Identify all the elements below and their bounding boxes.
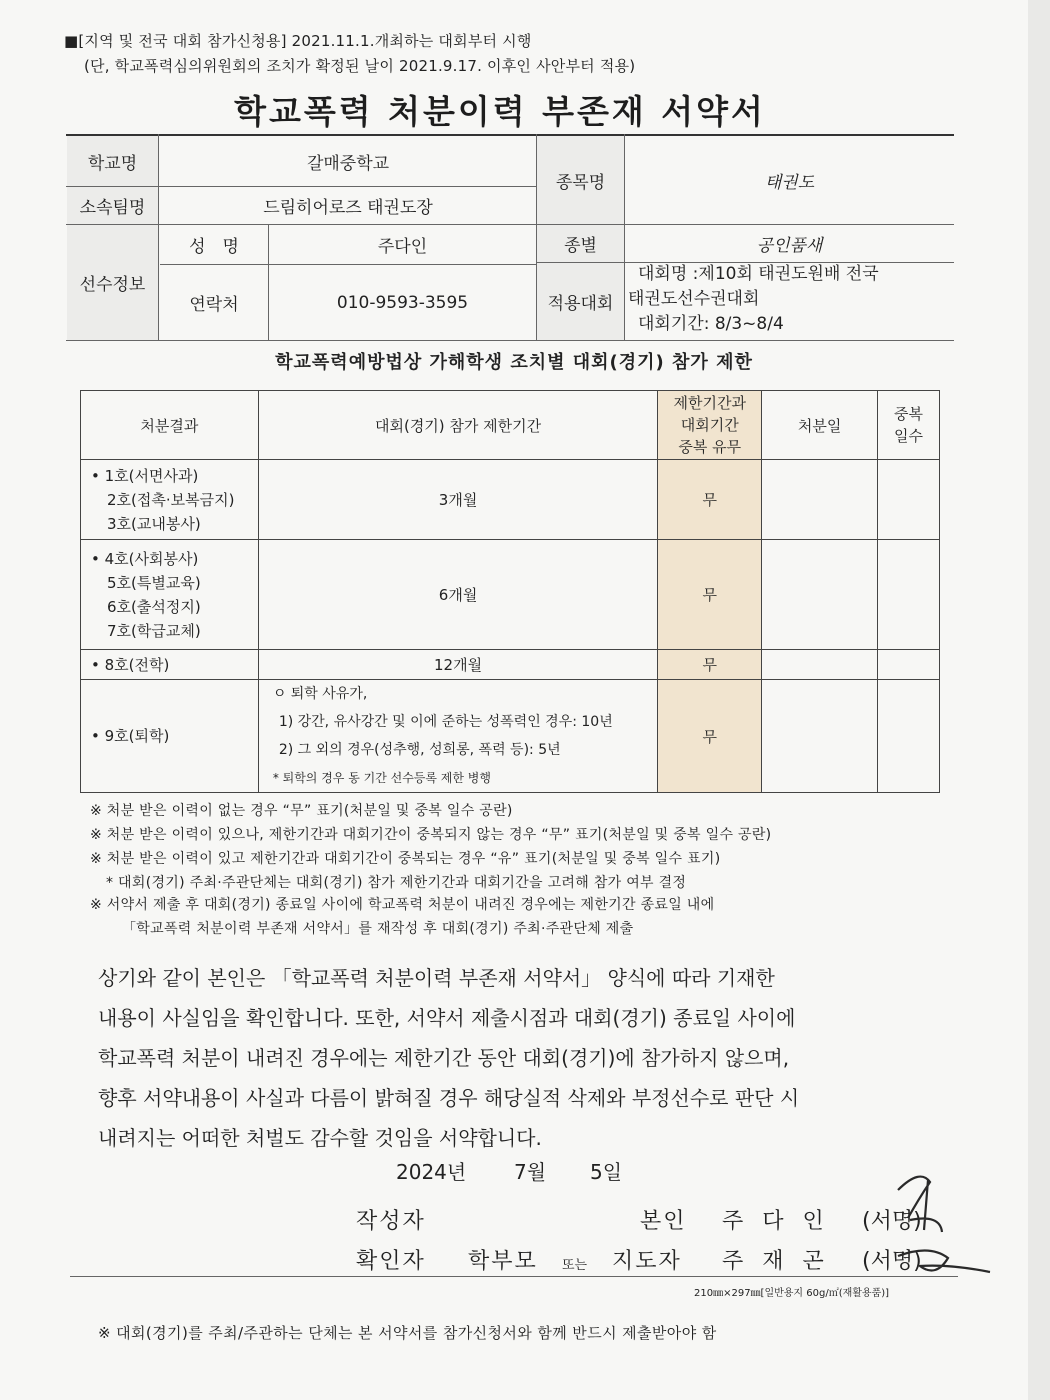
header-line-1: ■[지역 및 전국 대회 참가신청용] 2021.11.1.개최하는 대회부터 시행 (64, 32, 532, 50)
statement-line: 내려지는 어떠한 처벌도 감수할 것임을 서약합니다. (98, 1126, 542, 1150)
info-rule (66, 340, 954, 341)
result-item: • 4호(사회봉사) (91, 549, 199, 568)
statement-line: 상기와 같이 본인은 「학교폭력 처분이력 부존재 서약서」 양식에 따라 기재한 (98, 966, 775, 990)
statement-line: 내용이 사실임을 확인합니다. 또한, 서약서 제출시점과 대회(경기) 종료일 사이에 (98, 1006, 796, 1030)
note: 「학교폭력 처분이력 부존재 서약서」를 재작성 후 대회(경기) 주최·주관단체 제출 (122, 921, 634, 937)
overlap-cell: 무 (658, 540, 762, 650)
note: ※ 서약서 제출 후 대회(경기) 종료일 사이에 학교폭력 처분이 내려진 경우에는 제한기간 종료일 내에 (90, 897, 715, 913)
table-row (81, 680, 940, 793)
section-subtitle: 학교폭력예방법상 가해학생 조치별 대회(경기) 참가 제한 (275, 352, 753, 373)
overlap-cell: 무 (658, 650, 762, 680)
pledge-statement (98, 958, 938, 1158)
statement-line: 학교폭력 처분이 내려진 경우에는 제한기간 동안 대회(경기)에 참가하지 않으며, (98, 1046, 790, 1070)
header-days-line: 일수 (894, 427, 924, 445)
header-overlap-line: 중복 유무 (678, 438, 742, 456)
date-cell (762, 650, 878, 680)
team-label: 소속팀명 (67, 187, 158, 224)
confirmer-label: 확인자 (356, 1249, 426, 1274)
coach-name: 주 재 곤 (722, 1249, 830, 1274)
name-value: 주다인 (377, 237, 428, 257)
table-row (81, 460, 940, 540)
header-date: 처분일 (762, 391, 878, 460)
footer-note: ※ 대회(경기)를 주최/주관하는 단체는 본 서약서를 참가신청서와 함께 반드시 제출받아야 함 (98, 1324, 717, 1342)
overlap-cell: 무 (658, 460, 762, 540)
result-cell (81, 460, 259, 540)
event-name-line: 대회명 :제10회 태권도원배 전국 (638, 264, 879, 284)
date-year: 2024년 (396, 1160, 467, 1184)
table-row (81, 540, 940, 650)
date-day: 5일 (590, 1160, 623, 1184)
note: ※ 처분 받은 이력이 없는 경우 “무” 표기(처분일 및 중복 일수 공란) (90, 803, 513, 819)
result-cell (81, 650, 259, 680)
header-line-2: (단, 학교폭력심의위원회의 조치가 확정된 날이 2021.9.17. 이후인 사안부터 적용) (84, 57, 636, 75)
event-label: 적용대회 (537, 263, 624, 340)
footer-rule (70, 1276, 958, 1277)
date-cell (762, 680, 878, 793)
result-cell (81, 540, 259, 650)
reason-line: 2) 그 외의 경우(성추행, 성희롱, 폭력 등): 5년 (278, 742, 561, 758)
contact-label: 연락처 (189, 295, 239, 315)
header-overlap (658, 391, 762, 460)
table-header-row (81, 391, 940, 460)
statement-line: 향후 서약내용이 사실과 다름이 밝혀질 경우 해당실적 삭제와 부정선수로 판단 시 (98, 1086, 800, 1110)
school-value: 갈매중학교 (306, 153, 390, 174)
parent-label: 학부모 (468, 1249, 538, 1274)
handwritten-signature (880, 1160, 1000, 1290)
period-cell: 6개월 (258, 540, 658, 650)
player-info-label: 선수정보 (67, 225, 158, 340)
expulsion-reason-cell (258, 680, 658, 793)
period-cell: 3개월 (258, 460, 658, 540)
name-label: 성 명 (189, 237, 239, 257)
header-days (878, 391, 940, 460)
info-vrule (158, 134, 159, 340)
result-item: • 1호(서면사과) (91, 466, 199, 485)
school-label: 학교명 (67, 136, 158, 186)
form-title: 학교폭력 처분이력 부존재 서약서 (234, 92, 766, 131)
result-item: 6호(출석정지) (107, 597, 201, 616)
reason-line: * 퇴학의 경우 동 기간 선수등록 제한 병행 (272, 771, 491, 785)
header-overlap-line: 대회기간 (680, 416, 739, 434)
result-item: 3호(교내봉사) (107, 514, 201, 533)
result-cell (81, 680, 259, 793)
period-cell: 12개월 (258, 650, 658, 680)
class-value: 공인품새 (756, 236, 823, 256)
event-period-line: 대회기간: 8/3~8/4 (638, 314, 784, 334)
header-days-line: 중복 (894, 405, 924, 423)
signature-mark: (서명) (862, 1249, 922, 1274)
date-cell (762, 540, 878, 650)
result-item: 7호(학급교체) (107, 621, 201, 640)
result-item: 2호(접촉·보복금지) (107, 490, 235, 509)
result-item: • 9호(퇴학) (91, 727, 170, 745)
reason-line: 1) 강간, 유사강간 및 이에 준하는 성폭력인 경우: 10년 (278, 714, 613, 730)
event-name-line: 태권도선수권대회 (628, 289, 760, 309)
result-item: 5호(특별교육) (107, 573, 201, 592)
header-period: 대회(경기) 참가 제한기간 (258, 391, 658, 460)
coach-label: 지도자 (612, 1249, 682, 1274)
note: ※ 처분 받은 이력이 있으나, 제한기간과 대회기간이 중복되지 않는 경우 “무” 표기(처분일 및 중복 일수 공란) (90, 827, 772, 843)
sport-label: 종목명 (537, 136, 624, 224)
table-row (81, 650, 940, 680)
self-name: 주 다 인 (722, 1209, 830, 1234)
result-item: • 8호(전학) (91, 655, 170, 674)
paper-size-note: 210㎜×297㎜[일반용지 60g/㎡(재활용품)] (694, 1288, 890, 1299)
signature-mark: (서명) (862, 1209, 922, 1234)
days-cell (878, 460, 940, 540)
restriction-table (80, 390, 940, 793)
self-label: 본인 (640, 1209, 687, 1234)
header-overlap-line: 제한기간과 (673, 394, 746, 412)
author-label: 작성자 (356, 1209, 426, 1234)
contact-value: 010-9593-3595 (336, 292, 469, 313)
days-cell (878, 680, 940, 793)
date-month: 7월 (514, 1160, 547, 1184)
team-value: 드림히어로즈 태권도장 (263, 198, 433, 218)
sport-value: 태권도 (764, 172, 815, 193)
days-cell (878, 540, 940, 650)
note: * 대회(경기) 주최·주관단체는 대회(경기) 참가 제한기간과 대회기간을 고려해 참가 여부 결정 (106, 875, 687, 891)
note: ※ 처분 받은 이력이 있고 제한기간과 대회기간이 중복되는 경우 “유” 표기(처분일 및 중복 일수 표기) (90, 851, 721, 867)
days-cell (878, 650, 940, 680)
class-label: 종별 (537, 225, 624, 262)
event-value (628, 262, 954, 337)
reason-line: ㅇ 퇴학 사유가, (272, 686, 368, 702)
overlap-cell: 무 (658, 680, 762, 793)
date-cell (762, 460, 878, 540)
header-result: 처분결과 (81, 391, 259, 460)
or-label: 또는 (562, 1258, 588, 1273)
